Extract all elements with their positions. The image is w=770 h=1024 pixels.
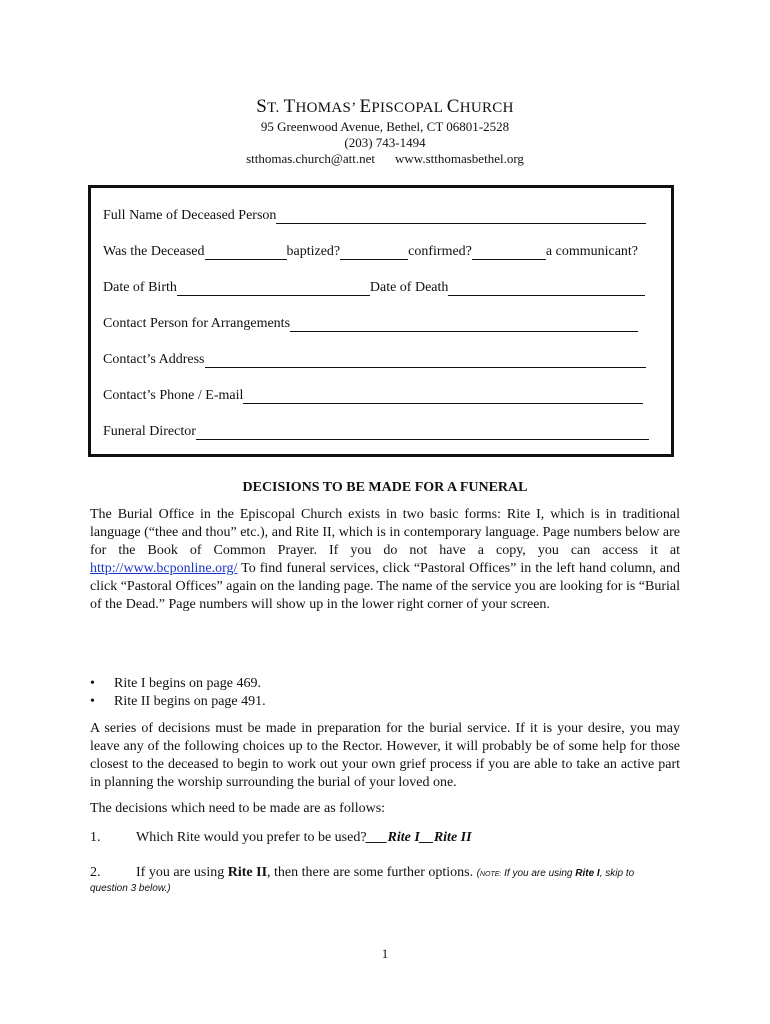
- church-address: 95 Greenwood Avenue, Bethel, CT 06801-2528: [260, 119, 510, 134]
- full-name-field[interactable]: [276, 209, 646, 224]
- section-heading: DECISIONS TO BE MADE FOR A FUNERAL: [242, 480, 528, 495]
- contact-phone-label: Contact’s Phone / E-mail: [103, 388, 244, 403]
- contact-person-field[interactable]: [290, 317, 638, 332]
- confirmed-field[interactable]: [472, 245, 546, 260]
- q2-note: (NOTE: If you are using Rite I, skip to: [476, 868, 635, 879]
- church-phone: (203) 743-1494: [344, 135, 426, 150]
- funeral-director-row: [103, 424, 649, 440]
- church-email: stthomas.church@att.net: [246, 151, 376, 166]
- contact-phone-field[interactable]: [243, 389, 643, 404]
- deceased-status-row: [103, 244, 638, 260]
- bcp-online-link[interactable]: http://www.bcponline.org/: [90, 561, 238, 576]
- communicant-label: a communicant?: [545, 244, 639, 259]
- funeral-director-label: Funeral Director: [103, 424, 196, 439]
- baptized-label: baptized?: [286, 244, 341, 259]
- page-number: 1: [381, 946, 389, 961]
- was-deceased-field[interactable]: [205, 245, 287, 260]
- was-deceased-label: Was the Deceased: [103, 244, 205, 259]
- rite-page-list: [90, 675, 266, 711]
- question-2: 2. If you are using Rite II, then there are some further options. (NOTE: If you are using Rite I, skip to: [90, 865, 635, 880]
- church-title: ST. THOMAS’ EPISCOPAL CHURCH: [256, 96, 514, 117]
- rite-i-option[interactable]: ___Rite I: [366, 830, 420, 845]
- dod-field[interactable]: [448, 281, 645, 296]
- dod-label: Date of Death: [369, 280, 449, 295]
- contact-phone-row: [103, 388, 643, 404]
- church-website: www.stthomasbethel.org: [395, 151, 524, 166]
- contact-person-row: [103, 316, 638, 332]
- church-address-block: [0, 119, 770, 151]
- deceased-info-form: [88, 185, 674, 457]
- question-1: 1. Which Rite would you prefer to be used?___Rite I__Rite II: [90, 830, 472, 845]
- series-paragraph: A series of decisions must be made in preparation for the burial service. If it is your desire, you may leave any of the following choices up to the Rector. However, it will probably be of some help for those closest to the deceased to begin to work out your own grief process if you are able to take an active part in planning the worship surrounding the burial of your loved one.: [90, 721, 680, 790]
- contact-address-row: [103, 352, 646, 368]
- dob-field[interactable]: [177, 281, 370, 296]
- decisions-intro: The decisions which need to be made are as follows:: [90, 801, 386, 816]
- full-name-label: Full Name of Deceased Person: [103, 208, 277, 223]
- confirmed-label: confirmed?: [408, 244, 472, 259]
- funeral-director-field[interactable]: [196, 425, 649, 440]
- dates-row: [103, 280, 645, 296]
- contact-address-label: Contact’s Address: [103, 352, 205, 367]
- list-item: • Rite II begins on page 491.: [90, 694, 266, 709]
- contact-person-label: Contact Person for Arrangements: [103, 316, 291, 331]
- q2-note-continuation: question 3 below.): [90, 883, 171, 894]
- full-name-row: [103, 208, 646, 224]
- intro-paragraph: The Burial Office in the Episcopal Church exists in two basic forms: Rite I, which is in traditional language (“thee and thou” etc.), and Rite II, which is in contemporary language. Page numbers below are for the Book of Common Prayer. If you do not have a copy, you can access it at http://www.bcponline.org/ To find funeral services, click “Pastoral Offices” in the left hand column, and click “Pastoral Offices” again on the landing page. The name of the service you are looking for is “Burial of the Dead.” Page numbers will show up in the lower right corner of your screen.: [90, 507, 681, 612]
- list-item: • Rite I begins on page 469.: [90, 676, 261, 691]
- contact-address-field[interactable]: [205, 353, 646, 368]
- baptized-field[interactable]: [340, 245, 408, 260]
- rite-ii-option[interactable]: __Rite II: [419, 830, 472, 845]
- dob-label: Date of Birth: [103, 280, 177, 295]
- church-contact-line: [0, 151, 770, 167]
